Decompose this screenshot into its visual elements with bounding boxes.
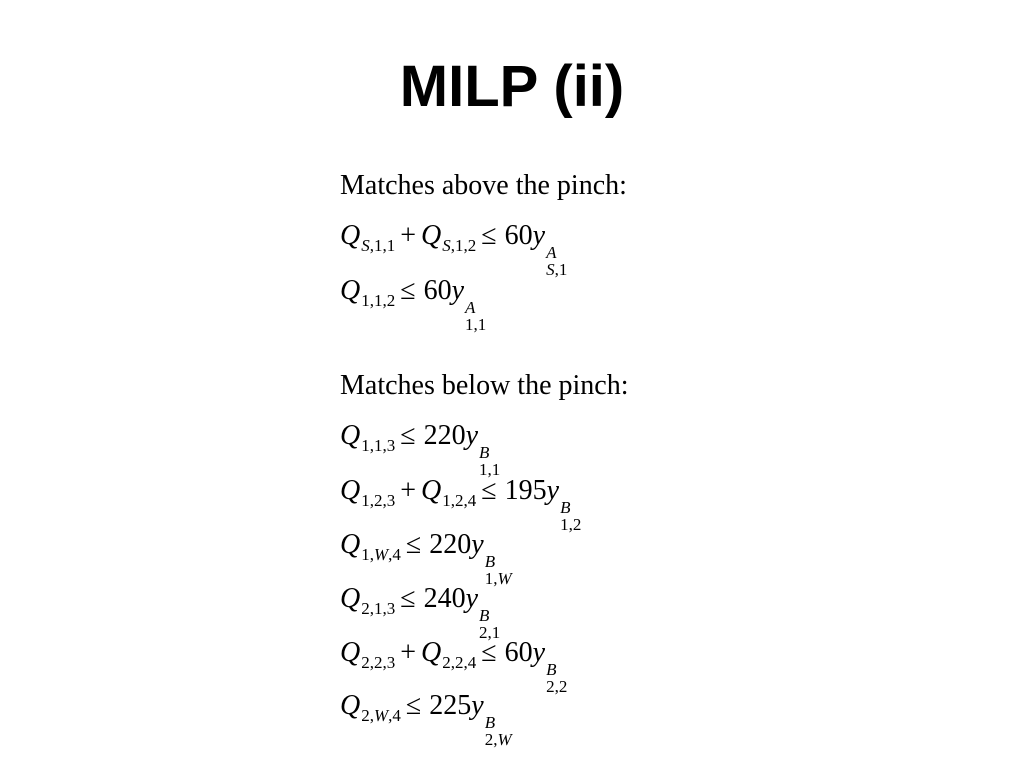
coefficient: 240: [423, 583, 466, 614]
subscript: S,1,2: [442, 236, 477, 255]
plus-sign: +: [400, 475, 417, 506]
above-pinch-heading: Matches above the pinch:: [340, 170, 627, 201]
subscript: 2,1,3: [361, 599, 396, 618]
super-subscript: [479, 607, 500, 641]
subscript: S,1,1: [361, 236, 396, 255]
super-subscript: [485, 714, 512, 748]
slide-title: MILP (ii): [399, 54, 625, 119]
coefficient: 220: [423, 420, 466, 451]
relation-sign: ≤: [405, 690, 422, 721]
flow-variable: Q: [340, 529, 361, 560]
subscript: 2,1: [479, 623, 501, 642]
flow-variable: Q: [340, 220, 361, 251]
superscript: B: [484, 713, 496, 732]
flow-variable: Q: [421, 220, 442, 251]
binary-variable: y: [532, 637, 546, 668]
subscript: 1,2,4: [442, 491, 477, 510]
super-subscript: [479, 444, 500, 478]
subscript: S,1: [546, 260, 568, 279]
flow-variable: Q: [340, 637, 361, 668]
coefficient: 225: [429, 690, 472, 721]
binary-variable: y: [465, 583, 479, 614]
superscript: A: [465, 298, 476, 317]
binary-variable: y: [532, 220, 546, 251]
relation-sign: ≤: [400, 420, 416, 451]
coefficient: 220: [429, 529, 472, 560]
subscript: 2,2,4: [442, 653, 477, 672]
subscript: 1,1: [479, 460, 501, 479]
equation: [340, 585, 500, 641]
super-subscript: [485, 553, 512, 587]
equation: [340, 477, 581, 533]
equation: [340, 222, 567, 278]
subscript: 1,W: [484, 569, 512, 588]
coefficient: 195: [504, 475, 547, 506]
superscript: B: [484, 552, 496, 571]
superscript: B: [479, 443, 490, 462]
flow-variable: Q: [421, 637, 442, 668]
flow-variable: Q: [340, 583, 361, 614]
subscript: 1,1,2: [361, 291, 396, 310]
relation-sign: ≤: [481, 475, 497, 506]
super-subscript: [465, 299, 486, 333]
binary-variable: y: [471, 690, 484, 721]
relation-sign: ≤: [481, 220, 497, 251]
subscript: 2,W: [484, 730, 512, 749]
flow-variable: Q: [340, 475, 361, 506]
superscript: A: [546, 243, 557, 262]
binary-variable: y: [451, 275, 465, 306]
superscript: B: [546, 660, 557, 679]
flow-variable: Q: [421, 475, 442, 506]
subscript: 2,2: [546, 677, 568, 696]
subscript: 2,2,3: [361, 653, 396, 672]
subscript: 1,2,3: [361, 491, 396, 510]
flow-variable: Q: [340, 420, 361, 451]
relation-sign: ≤: [400, 275, 416, 306]
relation-sign: ≤: [481, 637, 497, 668]
super-subscript: [546, 244, 567, 278]
flow-variable: Q: [340, 690, 361, 721]
equation: [340, 692, 512, 748]
relation-sign: ≤: [405, 529, 422, 560]
coefficient: 60: [504, 220, 533, 251]
equation: [340, 639, 567, 695]
equation: [340, 422, 500, 478]
binary-variable: y: [465, 420, 479, 451]
super-subscript: [560, 499, 581, 533]
binary-variable: y: [471, 529, 484, 560]
equation: [340, 277, 486, 333]
plus-sign: +: [400, 637, 417, 668]
coefficient: 60: [504, 637, 533, 668]
relation-sign: ≤: [400, 583, 416, 614]
subscript: 1,1: [465, 315, 487, 334]
coefficient: 60: [423, 275, 452, 306]
subscript: 1,1,3: [361, 436, 396, 455]
binary-variable: y: [546, 475, 560, 506]
below-pinch-heading: Matches below the pinch:: [340, 370, 629, 401]
equation: [340, 531, 512, 587]
subscript: 2,W,4: [361, 706, 401, 725]
super-subscript: [546, 661, 567, 695]
subscript: 1,2: [560, 515, 582, 534]
flow-variable: Q: [340, 275, 361, 306]
plus-sign: +: [400, 220, 417, 251]
superscript: B: [479, 606, 490, 625]
superscript: B: [560, 498, 571, 517]
subscript: 1,W,4: [361, 545, 401, 564]
